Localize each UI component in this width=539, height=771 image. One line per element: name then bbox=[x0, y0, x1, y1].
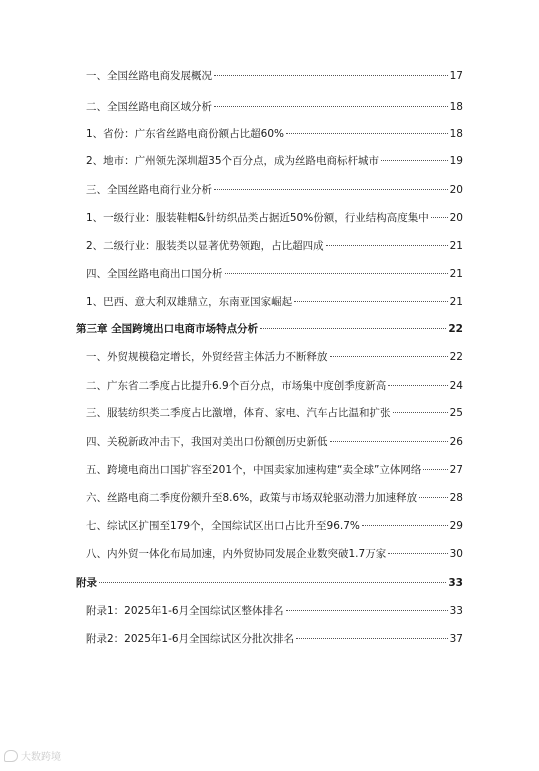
toc-entry[interactable] bbox=[86, 379, 463, 393]
toc-dot-leader bbox=[286, 610, 448, 611]
toc-entry-title: 二、广东省二季度占比提升6.9个百分点，市场集中度创季度新高 bbox=[86, 380, 387, 392]
toc-entry[interactable] bbox=[86, 547, 463, 561]
toc-entry[interactable] bbox=[86, 295, 463, 309]
toc-entry-title: 四、关税新政冲击下，我国对美出口份额创历史新低 bbox=[86, 436, 328, 448]
toc-dot-leader bbox=[286, 133, 448, 134]
toc-entry[interactable] bbox=[86, 463, 463, 477]
toc-entry[interactable] bbox=[86, 100, 463, 114]
toc-entry[interactable] bbox=[86, 267, 463, 281]
toc-page-number: 18 bbox=[449, 128, 463, 140]
toc-page-number: 20 bbox=[449, 184, 463, 196]
toc-dot-leader bbox=[388, 385, 447, 386]
toc-page-number: 25 bbox=[449, 407, 463, 419]
toc-dot-leader bbox=[99, 582, 446, 583]
toc-page-number: 21 bbox=[449, 268, 463, 280]
toc-dot-leader bbox=[388, 553, 447, 554]
toc-dot-leader bbox=[381, 160, 448, 161]
watermark-text: 大数跨境 bbox=[21, 752, 61, 763]
toc-page-number: 33 bbox=[449, 605, 463, 617]
toc-entry-title: 附录 bbox=[76, 577, 97, 589]
toc-entry-title: 1、一级行业：服装鞋帽&针纺织品类占据近50%份额，行业结构高度集中 bbox=[86, 212, 429, 224]
toc-entry-title: 附录2：2025年1-6月全国综试区分批次排名 bbox=[86, 633, 295, 645]
toc-entry[interactable] bbox=[86, 183, 463, 197]
toc-entry[interactable] bbox=[86, 435, 463, 449]
toc-entry-title: 四、全国丝路电商出口国分析 bbox=[86, 268, 223, 280]
brand-logo-icon bbox=[4, 750, 18, 762]
toc-page-number: 21 bbox=[449, 296, 463, 308]
toc-page-number: 19 bbox=[449, 155, 463, 167]
toc-entry-title: 三、全国丝路电商行业分析 bbox=[86, 184, 212, 196]
toc-page-number: 24 bbox=[449, 380, 463, 392]
toc-dot-leader bbox=[419, 497, 447, 498]
toc-chapter-entry[interactable] bbox=[76, 322, 463, 336]
toc-entry-title: 六、丝路电商二季度份额升至8.6%，政策与市场双轮驱动潜力加速释放 bbox=[86, 492, 418, 504]
toc-page-number: 30 bbox=[449, 548, 463, 560]
toc-page-number: 33 bbox=[448, 577, 463, 589]
toc-chapter-entry[interactable] bbox=[76, 576, 463, 590]
toc-dot-leader bbox=[294, 301, 447, 302]
toc-entry[interactable] bbox=[86, 632, 463, 646]
toc-page-number: 21 bbox=[449, 240, 463, 252]
toc-entry[interactable] bbox=[86, 406, 463, 420]
toc-entry-title: 五、跨境电商出口国扩容至201个，中国卖家加速构建“卖全球”立体网络 bbox=[86, 464, 422, 476]
toc-page-number: 28 bbox=[449, 492, 463, 504]
toc-dot-leader bbox=[431, 217, 448, 218]
toc-entry[interactable] bbox=[86, 604, 463, 618]
toc-entry[interactable] bbox=[86, 154, 463, 168]
toc-entry-title: 2、二级行业：服装类以显著优势领跑，占比超四成 bbox=[86, 240, 324, 252]
toc-dot-leader bbox=[260, 328, 446, 329]
toc-entry[interactable] bbox=[86, 350, 463, 364]
toc-page-number: 17 bbox=[449, 70, 463, 82]
toc-entry-title: 一、全国丝路电商发展概况 bbox=[86, 70, 212, 82]
toc-page-number: 27 bbox=[449, 464, 463, 476]
toc-dot-leader bbox=[362, 525, 448, 526]
toc-entry[interactable] bbox=[86, 69, 463, 83]
toc-entry[interactable] bbox=[86, 239, 463, 253]
toc-entry-title: 1、巴西、意大利双雄鼎立，东南亚国家崛起 bbox=[86, 296, 293, 308]
toc-dot-leader bbox=[393, 412, 448, 413]
toc-entry[interactable] bbox=[86, 127, 463, 141]
toc-entry-title: 八、内外贸一体化布局加速，内外贸协同发展企业数突破1.7万家 bbox=[86, 548, 387, 560]
toc-page-number: 22 bbox=[449, 351, 463, 363]
toc-dot-leader bbox=[214, 106, 448, 107]
toc-page-number: 22 bbox=[448, 323, 463, 335]
toc-entry-title: 七、综试区扩围至179个，全国综试区出口占比升至96.7% bbox=[86, 520, 360, 532]
toc-entry-title: 第三章 全国跨境出口电商市场特点分析 bbox=[76, 323, 259, 335]
toc-entry-title: 一、外贸规模稳定增长，外贸经营主体活力不断释放 bbox=[86, 351, 328, 363]
toc-entry-title: 2、地市：广州领先深圳超35个百分点，成为丝路电商标杆城市 bbox=[86, 155, 380, 167]
toc-dot-leader bbox=[330, 441, 448, 442]
toc-dot-leader bbox=[214, 75, 448, 76]
toc-page-number: 18 bbox=[449, 101, 463, 113]
toc-dot-leader bbox=[296, 638, 448, 639]
toc-dot-leader bbox=[225, 273, 448, 274]
toc-page-number: 37 bbox=[449, 633, 463, 645]
toc-entry[interactable] bbox=[86, 211, 463, 225]
toc-entry-title: 1、省份：广东省丝路电商份额占比超60% bbox=[86, 128, 285, 140]
toc-page-number: 26 bbox=[449, 436, 463, 448]
toc-entry[interactable] bbox=[86, 491, 463, 505]
toc-dot-leader bbox=[423, 469, 447, 470]
toc-entry[interactable] bbox=[86, 519, 463, 533]
toc-dot-leader bbox=[326, 245, 448, 246]
toc-dot-leader bbox=[214, 189, 448, 190]
toc-entry-title: 三、服装纺织类二季度占比激增，体育、家电、汽车占比温和扩张 bbox=[86, 407, 391, 419]
toc-entry-title: 二、全国丝路电商区域分析 bbox=[86, 101, 212, 113]
toc-entry-title: 附录1：2025年1-6月全国综试区整体排名 bbox=[86, 605, 284, 617]
watermark bbox=[4, 748, 61, 763]
toc-dot-leader bbox=[330, 356, 448, 357]
toc-page-number: 20 bbox=[449, 212, 463, 224]
toc-page-number: 29 bbox=[449, 520, 463, 532]
